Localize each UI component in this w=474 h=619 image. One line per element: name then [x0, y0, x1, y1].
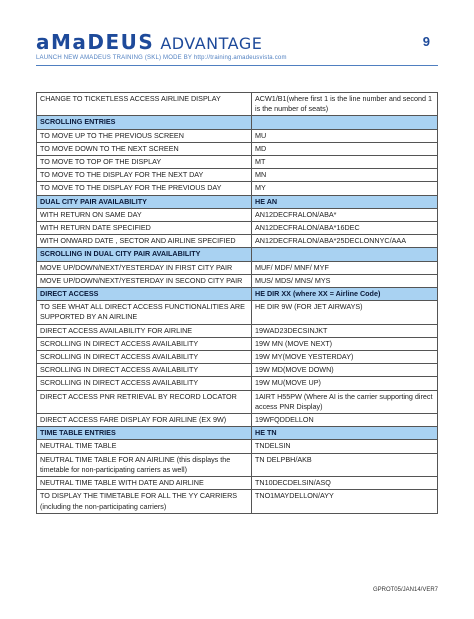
entry-description: DIRECT ACCESS FARE DISPLAY FOR AIRLINE (EX 9W)	[37, 414, 252, 427]
table-row	[37, 440, 438, 453]
section-title: TIME TABLE ENTRIES	[37, 427, 252, 440]
entry-description: TO MOVE TO THE DISPLAY FOR THE PREVIOUS DAY	[37, 182, 252, 195]
header-divider	[36, 65, 438, 66]
document-code: GPROT05/JAN14/VER7	[372, 587, 438, 593]
entry-command: 19W MU(MOVE UP)	[252, 377, 438, 390]
table-row	[37, 261, 438, 274]
entry-description: MOVE UP/DOWN/NEXT/YESTERDAY IN SECOND CITY PAIR	[37, 274, 252, 287]
section-help-command	[252, 116, 438, 129]
table-row	[37, 453, 438, 476]
entry-command: 19WFQDDELLON	[252, 414, 438, 427]
entry-description: CHANGE TO TICKETLESS ACCESS AIRLINE DISPLAY	[37, 93, 252, 116]
command-table	[36, 92, 438, 514]
section-help-command: HE AN	[252, 195, 438, 208]
table-row	[37, 93, 438, 116]
section-header-row	[37, 288, 438, 301]
entry-command: MU	[252, 129, 438, 142]
entry-command: 19W MN (MOVE NEXT)	[252, 337, 438, 350]
table-row	[37, 208, 438, 221]
entry-description: DIRECT ACCESS AVAILABILITY FOR AIRLINE	[37, 324, 252, 337]
section-help-command	[252, 248, 438, 261]
table-row	[37, 390, 438, 413]
brand-logo	[36, 30, 262, 52]
entry-command: MUS/ MDS/ MNS/ MYS	[252, 274, 438, 287]
entry-description: TO MOVE UP TO THE PREVIOUS SCREEN	[37, 129, 252, 142]
section-header-row	[37, 195, 438, 208]
section-header-row	[37, 116, 438, 129]
table-row	[37, 222, 438, 235]
entry-description: NEUTRAL TIME TABLE	[37, 440, 252, 453]
table-row	[37, 337, 438, 350]
command-table-body	[37, 93, 438, 514]
entry-description: NEUTRAL TIME TABLE WITH DATE AND AIRLINE	[37, 477, 252, 490]
entry-description: TO MOVE DOWN TO THE NEXT SCREEN	[37, 142, 252, 155]
table-row	[37, 235, 438, 248]
entry-command: MUF/ MDF/ MNF/ MYF	[252, 261, 438, 274]
entry-command: 1AIRT H55PW (Where AI is the carrier supporting direct access PNR Display)	[252, 390, 438, 413]
table-row	[37, 301, 438, 324]
section-header-row	[37, 427, 438, 440]
entry-command: TN10DECDELSIN/ASQ	[252, 477, 438, 490]
section-help-command: HE TN	[252, 427, 438, 440]
entry-description: TO MOVE TO THE DISPLAY FOR THE NEXT DAY	[37, 169, 252, 182]
header-subtitle: LAUNCH NEW AMADEUS TRAINING (SKL) MODE BY http://training.amadeusvista.com	[36, 55, 287, 61]
table-row	[37, 129, 438, 142]
entry-description: SCROLLING IN DIRECT ACCESS AVAILABILITY	[37, 337, 252, 350]
amadeus-wordmark: aMaDEUS	[36, 30, 155, 54]
table-row	[37, 477, 438, 490]
entry-command: 19W MY(MOVE YESTERDAY)	[252, 351, 438, 364]
entry-command: 19WAD23DECSINJKT	[252, 324, 438, 337]
table-row	[37, 274, 438, 287]
entry-description: MOVE UP/DOWN/NEXT/YESTERDAY IN FIRST CITY PAIR	[37, 261, 252, 274]
entry-command: TNDELSIN	[252, 440, 438, 453]
table-row	[37, 377, 438, 390]
entry-command: HE DIR 9W (FOR JET AIRWAYS)	[252, 301, 438, 324]
entry-command: AN12DECFRALON/ABA*16DEC	[252, 222, 438, 235]
entry-description: WITH RETURN ON SAME DAY	[37, 208, 252, 221]
table-row	[37, 351, 438, 364]
page-number: 9	[422, 34, 430, 49]
entry-command: MT	[252, 156, 438, 169]
table-row	[37, 169, 438, 182]
table-row	[37, 364, 438, 377]
entry-description: SCROLLING IN DIRECT ACCESS AVAILABILITY	[37, 351, 252, 364]
section-title: SCROLLING IN DUAL CITY PAIR AVAILABILITY	[37, 248, 252, 261]
section-help-command: HE DIR XX (where XX = Airline Code)	[252, 288, 438, 301]
entry-command: 19W MD(MOVE DOWN)	[252, 364, 438, 377]
table-row	[37, 324, 438, 337]
entry-description: SCROLLING IN DIRECT ACCESS AVAILABILITY	[37, 377, 252, 390]
table-row	[37, 414, 438, 427]
entry-command: MN	[252, 169, 438, 182]
section-title: DIRECT ACCESS	[37, 288, 252, 301]
table-row	[37, 490, 438, 513]
entry-description: SCROLLING IN DIRECT ACCESS AVAILABILITY	[37, 364, 252, 377]
entry-command: MY	[252, 182, 438, 195]
section-title: DUAL CITY PAIR AVAILABILITY	[37, 195, 252, 208]
table-row	[37, 142, 438, 155]
entry-description: TO SEE WHAT ALL DIRECT ACCESS FUNCTIONALITIES ARE SUPPORTED BY AN AIRLINE	[37, 301, 252, 324]
section-title: SCROLLING ENTRIES	[37, 116, 252, 129]
entry-command: ACW1/B1(where first 1 is the line number and second 1 is the number of seats)	[252, 93, 438, 116]
entry-command: AN12DECFRALON/ABA*	[252, 208, 438, 221]
entry-description: DIRECT ACCESS PNR RETRIEVAL BY RECORD LOCATOR	[37, 390, 252, 413]
entry-command: TNO1MAYDELLON/AYY	[252, 490, 438, 513]
section-header-row	[37, 248, 438, 261]
product-name: ADVANTAGE	[160, 34, 263, 53]
entry-description: TO DISPLAY THE TIMETABLE FOR ALL THE YY CARRIERS (including the non-participating carriers)	[37, 490, 252, 513]
table-row	[37, 156, 438, 169]
entry-description: WITH ONWARD DATE , SECTOR AND AIRLINE SPECIFIED	[37, 235, 252, 248]
entry-command: MD	[252, 142, 438, 155]
entry-description: NEUTRAL TIME TABLE FOR AN AIRLINE (this displays the timetable for non-participating carriers as well)	[37, 453, 252, 476]
entry-description: WITH RETURN DATE SPECIFIED	[37, 222, 252, 235]
entry-description: TO MOVE TO TOP OF THE DISPLAY	[37, 156, 252, 169]
entry-command: AN12DECFRALON/ABA*25DECLONNYC/AAA	[252, 235, 438, 248]
entry-command: TN DELPBH/AKB	[252, 453, 438, 476]
table-row	[37, 182, 438, 195]
